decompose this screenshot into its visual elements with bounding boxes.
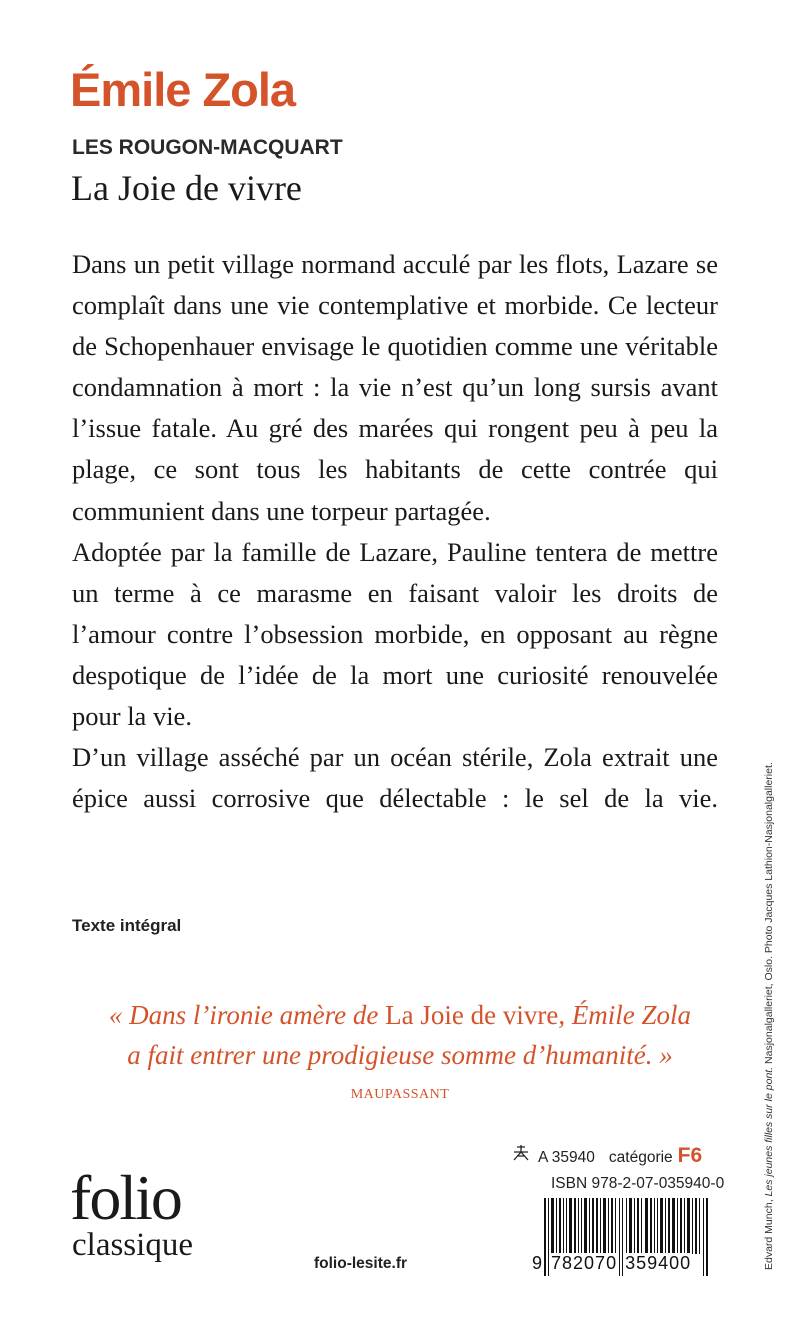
image-credit	[763, 620, 775, 1270]
book-title: La Joie de vivre	[71, 168, 302, 208]
quote-line-2: a fait entrer une prodigieuse somme d’humanité. »	[127, 1040, 673, 1070]
back-cover-blurb	[72, 244, 718, 819]
quote-part-1: « Dans l’ironie amère de	[108, 1000, 386, 1030]
blurb-paragraph-1: Dans un petit village normand acculé par les flots, Lazare se complaît dans une vie contemplative et morbide. Ce lecteur de Schopenhauer envisage le quotidien comme une véritable condamnation à mort : la vie n’est qu’un long sursis avant l’issue fatale. Au gré des marées qui rongent peu à peu la plage, ce sont tous les habitants de cette contrée qui communient dans une torpeur partagée.	[72, 249, 718, 526]
code-number: A 35940	[538, 1149, 595, 1166]
folio-mark-icon	[510, 1144, 538, 1167]
categorie-label: catégorie	[608, 1149, 673, 1166]
barcode-digit-prefix: 9	[532, 1253, 544, 1273]
classique-logo-word: classique	[72, 1227, 193, 1263]
credit-artwork: Les jeunes filles sur le pont.	[763, 1066, 775, 1197]
barcode-digits	[532, 1253, 722, 1274]
quote-attribution: MAUPASSANT	[350, 1087, 450, 1102]
credit-suffix: Nasjonalgalleriet, Oslo. Photo Jacques Lathion-Nasjonalgalleriet.	[763, 762, 775, 1067]
series-name: LES ROUGON-MACQUART	[72, 136, 343, 159]
quote	[40, 995, 760, 1075]
folio-classique-logo	[70, 1162, 193, 1264]
quote-part-2: , Émile Zola	[558, 1000, 692, 1030]
categorie-value: F6	[677, 1144, 703, 1167]
isbn: ISBN 978-2-07-035940-0	[551, 1175, 725, 1192]
quote-title-ref: La Joie de vivre	[385, 1000, 559, 1030]
blurb-paragraph-2: Adoptée par la famille de Lazare, Pauline tentera de mettre un terme à ce marasme en faisant valoir les droits de l’amour contre l’obsession morbide, en opposant au règne despotique de l’idée de la mort une curiosité renouvelée pour la vie.	[72, 536, 718, 732]
credit-prefix: Edvard Munch,	[763, 1196, 775, 1270]
blurb-paragraph-3: D’un village asséché par un océan stérile, Zola extrait une épice aussi corrosive que délectable : le sel de la vie.	[72, 742, 718, 814]
product-codes	[510, 1144, 702, 1168]
publisher-website: folio-lesite.fr	[314, 1255, 408, 1272]
texte-integral-label: Texte intégral	[72, 916, 182, 935]
folio-logo-word: folio	[70, 1162, 181, 1233]
barcode-digit-group-1: 782070	[551, 1253, 618, 1273]
author-name: Émile Zola	[70, 63, 296, 116]
barcode-digit-group-2: 359400	[625, 1253, 692, 1273]
